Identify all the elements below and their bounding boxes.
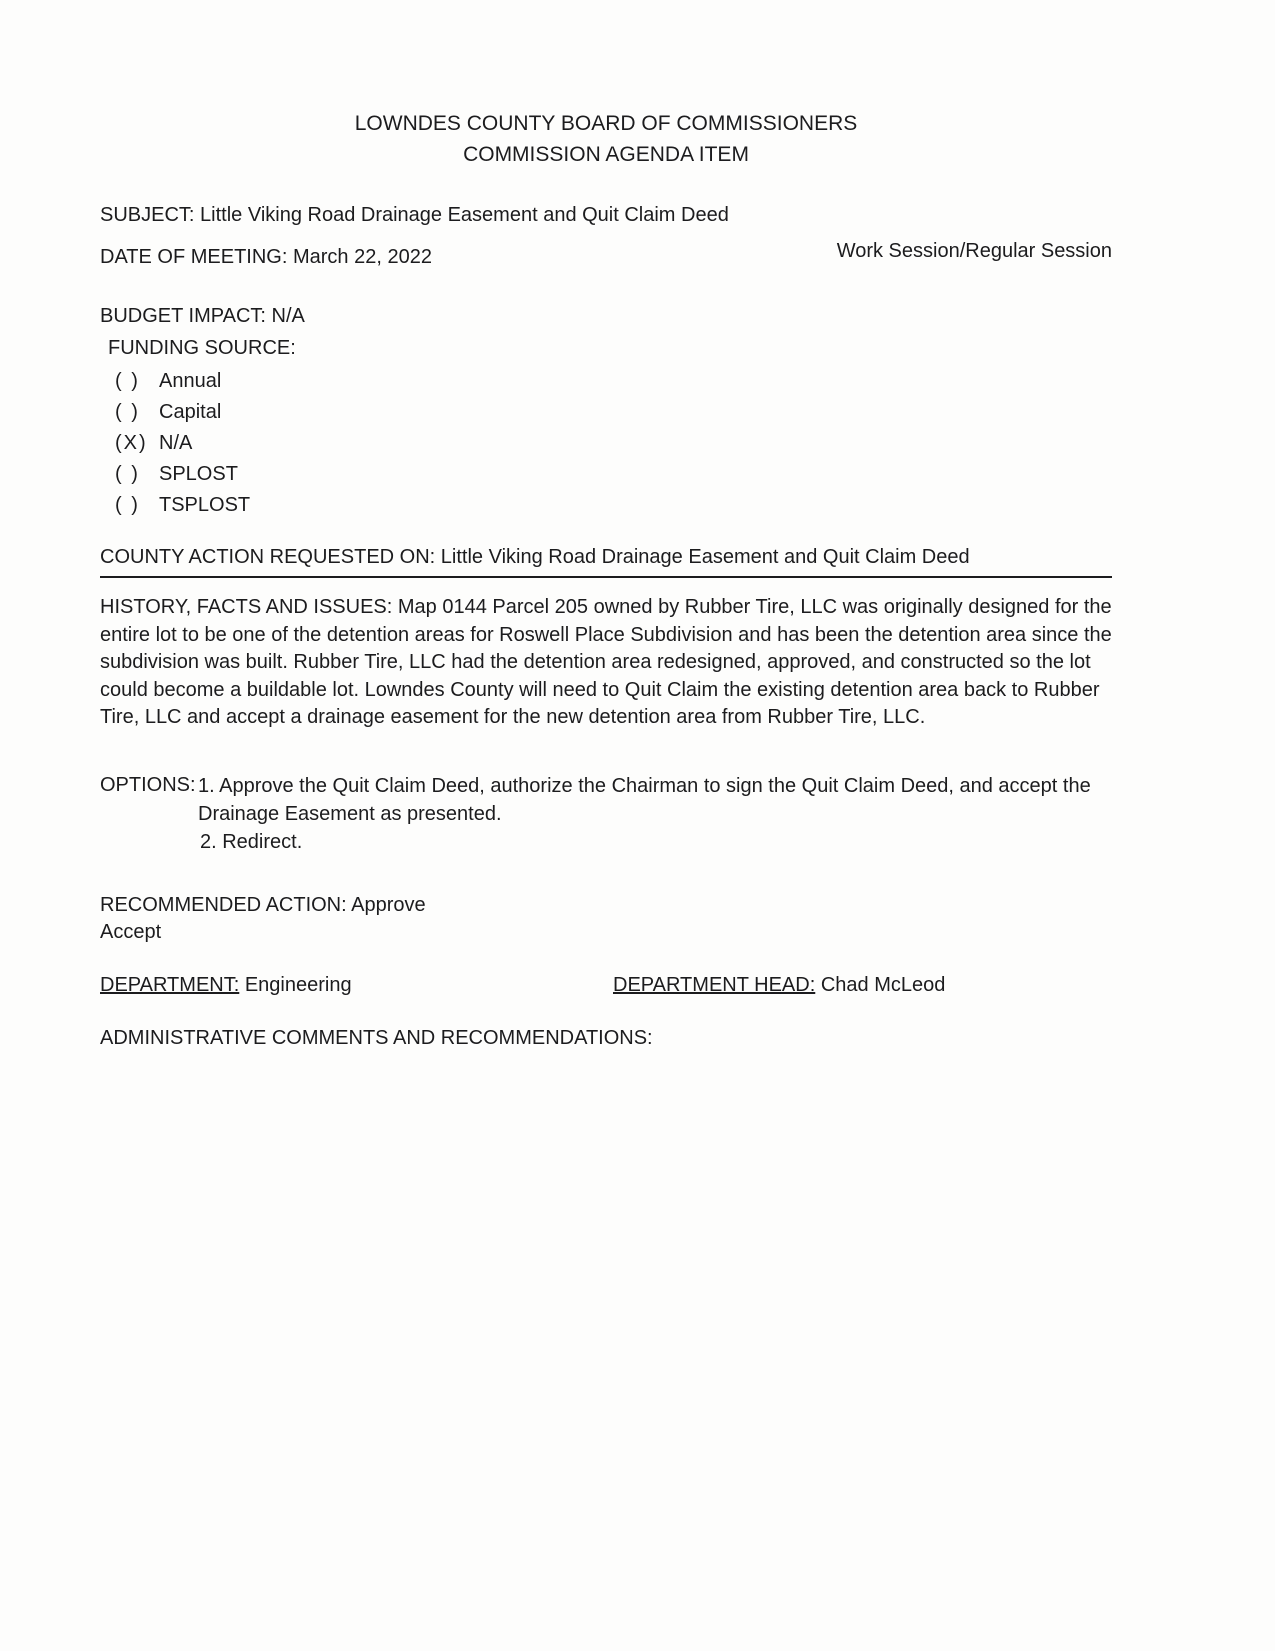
checkbox-mark: ( ) [115,370,140,392]
department [100,972,613,999]
subject-line [100,202,1112,229]
meeting-line [100,240,1112,271]
meeting-date [100,244,432,271]
funding-option-label: N/A [159,432,193,454]
recommended-action-value: Approve [351,893,426,916]
budget-impact-label: BUDGET IMPACT: [100,305,266,327]
options-list [198,772,1098,856]
funding-option-label: Annual [159,370,222,392]
recommended-action-label: RECOMMENDED ACTION: [100,893,347,916]
funding-option-tsplost [115,492,1112,518]
document-title [100,108,1112,170]
department-head [613,972,945,999]
options-label: OPTIONS: [100,773,196,796]
session-type: Work Session/Regular Session [836,240,1112,262]
funding-option-na [115,430,1112,456]
recommended-action-line2: Accept [100,920,162,943]
county-action-value: Little Viking Road Drainage Easement and Quit Claim Deed [440,546,970,568]
history-facts-issues [100,594,1112,732]
funding-option-label: SPLOST [159,463,238,485]
department-value: Engineering [244,973,352,996]
history-label: HISTORY, FACTS AND ISSUES: [100,596,393,618]
checkbox-mark: ( ) [115,401,140,423]
department-line [100,972,1112,999]
funding-option-capital [115,399,1112,425]
funding-option-splost [115,461,1112,487]
title-line-1: LOWNDES COUNTY BOARD OF COMMISSIONERS [354,112,858,135]
option-item-1: 1. Approve the Quit Claim Deed, authorize the Chairman to sign the Quit Claim Deed, and accept the Drainage Easement as presented. [198,774,1091,825]
county-action-label: COUNTY ACTION REQUESTED ON: [100,546,436,568]
budget-impact-value: N/A [271,305,305,327]
funding-source-label: FUNDING SOURCE: [108,337,296,359]
title-line-2: COMMISSION AGENDA ITEM [463,143,749,166]
subject-label: SUBJECT: [100,204,195,226]
meeting-date-value: March 22, 2022 [292,246,432,268]
funding-option-label: Capital [159,401,222,423]
county-action-line [100,544,1112,578]
department-head-value: Chad McLeod [820,973,946,996]
funding-option-annual [115,368,1112,394]
subject-value: Little Viking Road Drainage Easement and Quit Claim Deed [200,204,729,226]
funding-option-label: TSPLOST [159,494,251,516]
department-label: DEPARTMENT: [100,973,240,996]
options-section [100,772,1112,856]
checkbox-mark: ( ) [115,463,140,485]
budget-impact-line [100,303,1112,330]
checkbox-mark-checked: (X) [115,432,148,454]
recommended-action-line [100,892,1112,919]
checkbox-mark: ( ) [115,494,140,516]
option-item-2: 2. Redirect. [200,830,303,853]
funding-source-list [100,368,1112,518]
department-head-label: DEPARTMENT HEAD: [613,973,816,996]
meeting-date-label: DATE OF MEETING: [100,246,288,268]
administrative-comments-label: ADMINISTRATIVE COMMENTS AND RECOMMENDATIONS: [100,1026,653,1049]
history-text: Map 0144 Parcel 205 owned by Rubber Tire, LLC was originally designed for the entire lot to be one of the detention areas for Roswell Place Subdivision and has been the detention area since the subdivision was built. Rubber Tire, LLC had the detention area redesigned, approved, and constructed so the lot could become a buildable lot. Lowndes County will need to Quit Claim the existing detention area back to Rubber Tire, LLC and accept a drainage easement for the new detention area from Rubber Tire, LLC. [100,596,1112,728]
